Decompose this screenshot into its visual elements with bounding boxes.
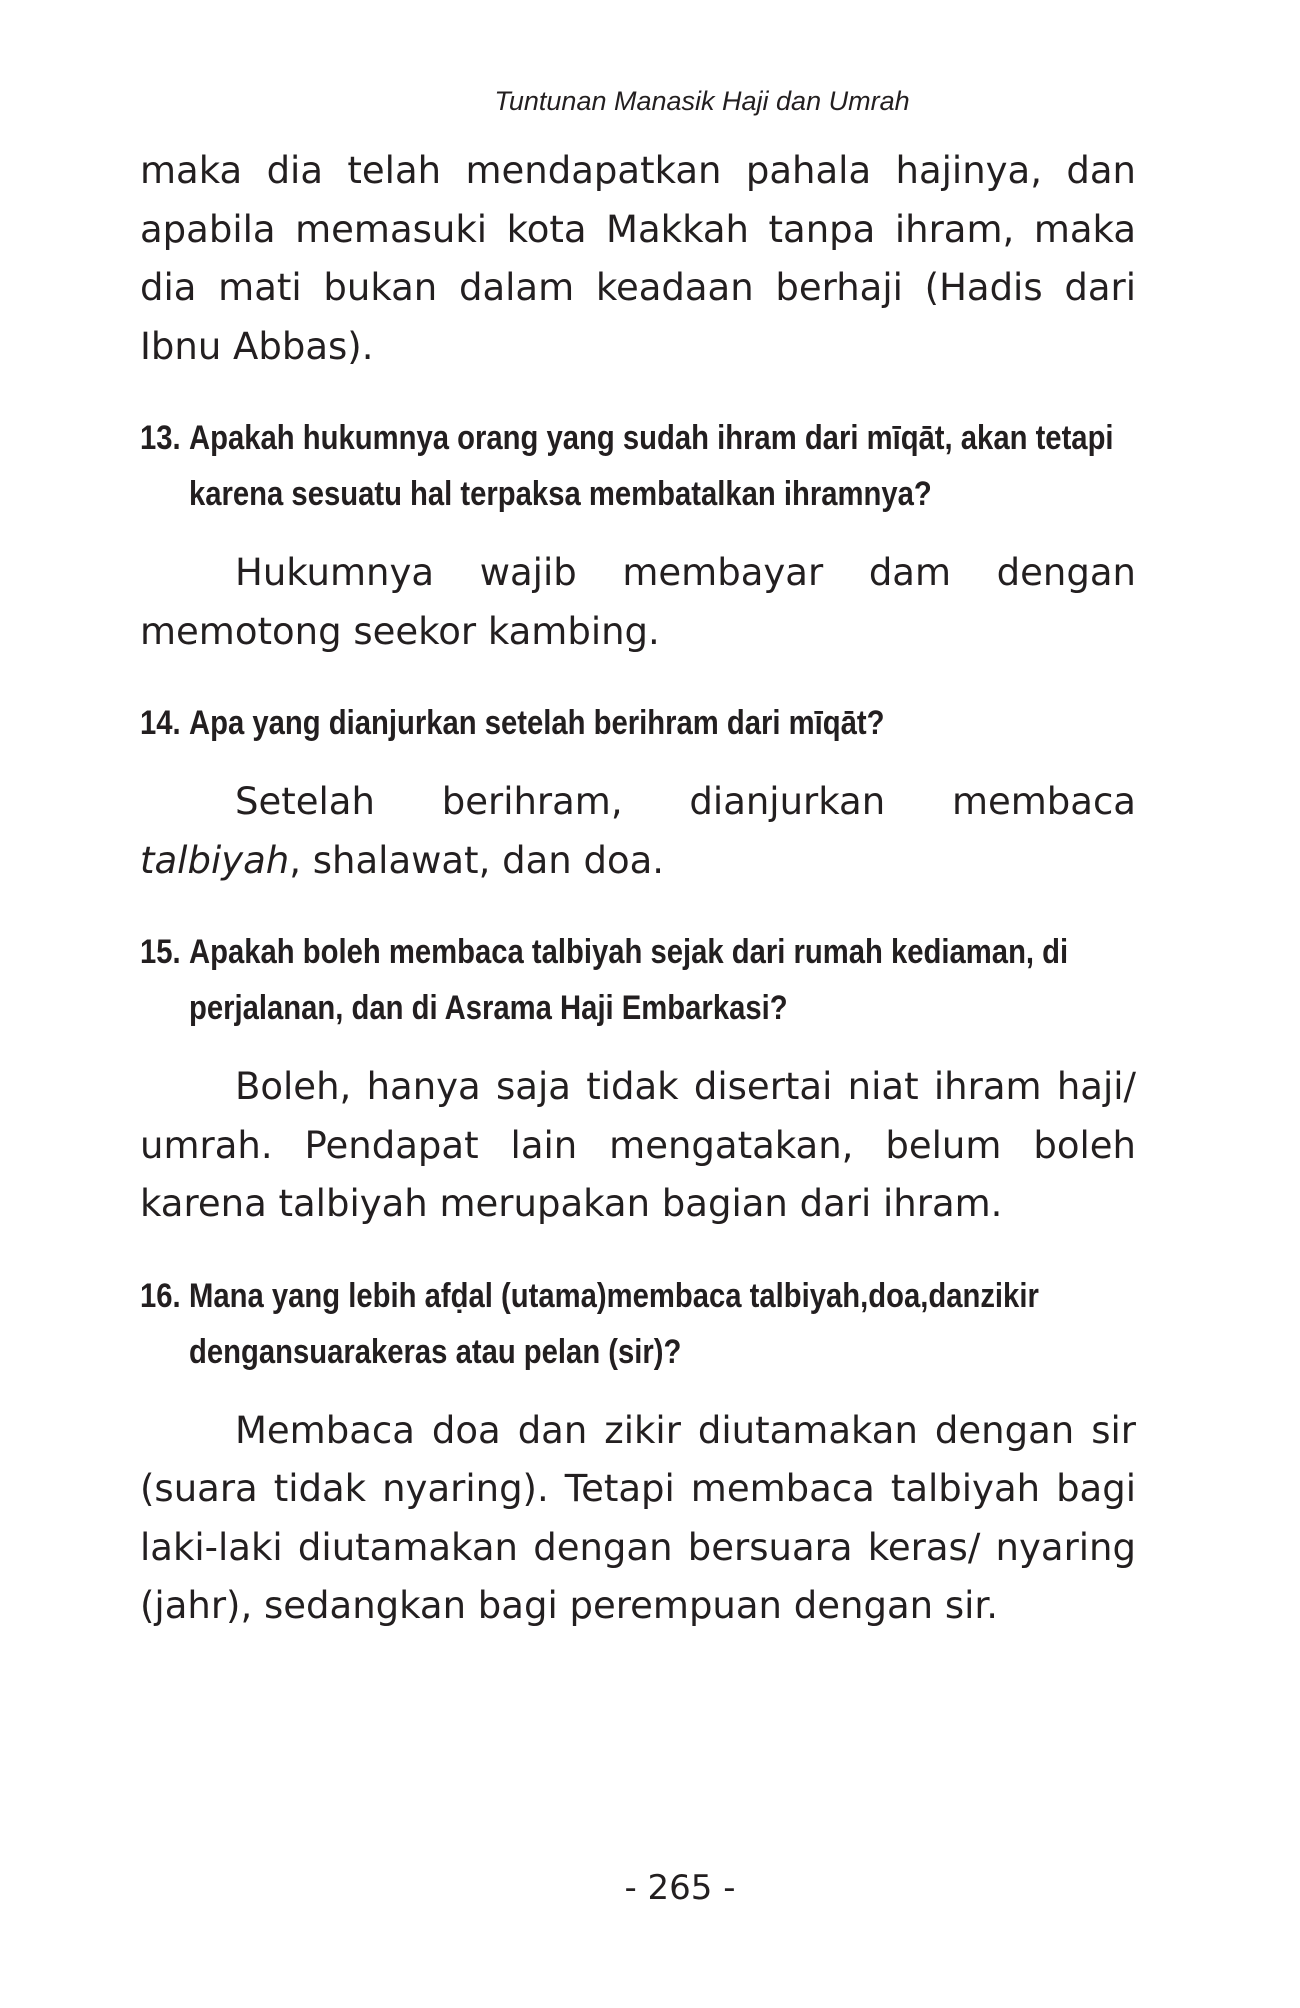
- question-14: [140, 695, 1138, 751]
- question-number: 13.: [140, 419, 181, 457]
- question-text: Apakah hukumnya orang yang sudah ihram dari mīqāt, akan tetapi karena sesuatu hal terpaksa membatalkan ihramnya?: [189, 419, 1114, 513]
- question-text: Apa yang dianjurkan setelah berihram dari mīqāt?: [189, 704, 885, 742]
- answer-14: [140, 773, 1136, 890]
- answer-italic-term: talbiyah: [140, 838, 290, 882]
- question-15: [140, 924, 1138, 1036]
- answer-text: , shalawat, dan doa.: [289, 838, 665, 882]
- question-number: 15.: [140, 933, 181, 971]
- answer-16: Membaca doa dan zikir diutamakan dengan sir (suara tidak nyaring). Tetapi membaca talbiyah bagi laki-laki diutamakan dengan bersuara keras/ nyaring (jahr), sedangkan bagi perempuan dengan sir.: [140, 1408, 1136, 1627]
- page-body: [140, 142, 1136, 1636]
- question-13: [140, 410, 1138, 522]
- question-number: 14.: [140, 704, 181, 742]
- running-title: Tuntunan Manasik Haji dan Umrah: [494, 86, 910, 116]
- question-16: [140, 1268, 1138, 1380]
- answer-13: Hukumnya wajib membayar dam dengan memotong seekor kambing.: [140, 551, 1136, 653]
- question-number: 16.: [140, 1276, 181, 1315]
- answer-15: Boleh, hanya saja tidak disertai niat ihram haji/ umrah. Pendapat lain mengatakan, belum boleh karena talbiyah merupakan bagian dari ihram.: [140, 1065, 1136, 1225]
- question-text: Mana yang lebih afḍal (utama)membaca talbiyah,doa,danzikir dengansuarakeras atau pelan (sir)?: [189, 1276, 1039, 1371]
- continuation-paragraph: maka dia telah mendapatkan pahala hajinya, dan apabila memasuki kota Makkah tanpa ihram, maka dia mati bukan dalam keadaan berhaji (Hadis dari Ibnu Abbas).: [140, 149, 1136, 368]
- page-number: - 265 -: [624, 1868, 736, 1908]
- question-text: Apakah boleh membaca talbiyah sejak dari rumah kediaman, di perjalanan, dan di Asrama Haji Embarkasi?: [189, 933, 1069, 1027]
- answer-text: Setelah berihram, dianjurkan membaca: [235, 780, 1136, 823]
